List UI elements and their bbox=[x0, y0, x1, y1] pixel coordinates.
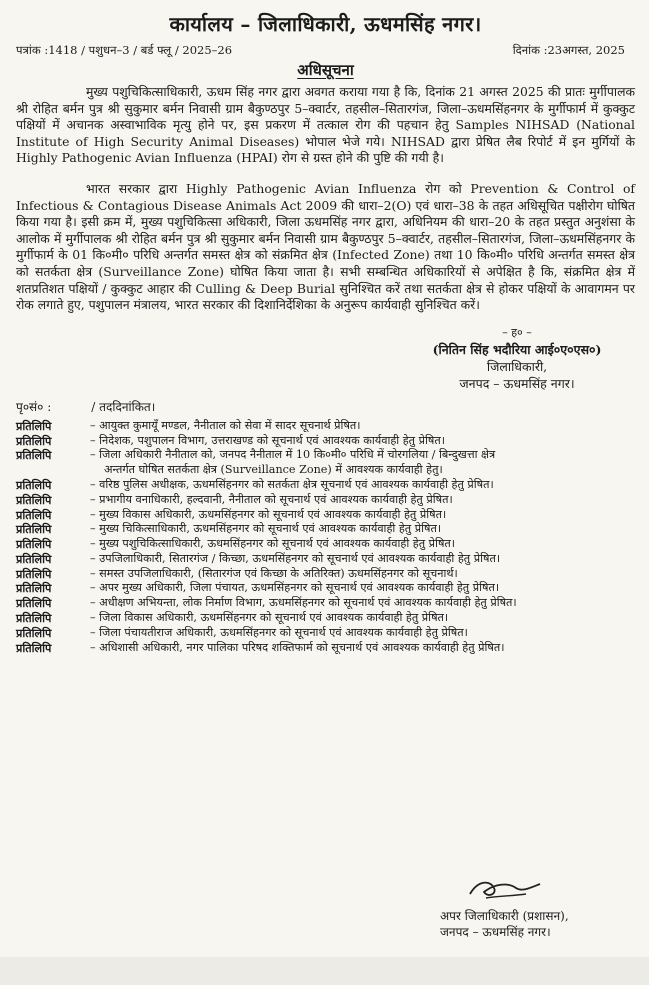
endorsement-label: पृ०सं० : bbox=[16, 399, 52, 414]
copy-text: – उपजिलाधिकारी, सितारगंज / किच्छा, ऊधमसिंहनगर को सूचनार्थ एवं आवश्यक कार्यवाही हेतु प्रेषित। bbox=[90, 551, 501, 565]
handwritten-signature-icon bbox=[464, 876, 620, 906]
copy-text: – आयुक्त कुमायूँ मण्डल, नैनीताल को सेवा में सादर सूचनार्थ प्रेषित। bbox=[90, 418, 361, 432]
additional-magistrate-signature bbox=[440, 876, 620, 940]
copy-label: प्रतिलिपि bbox=[16, 581, 52, 596]
reference-line bbox=[16, 43, 635, 58]
copy-item bbox=[16, 493, 635, 508]
copy-text-wrap bbox=[90, 419, 635, 434]
copy-text-wrap bbox=[90, 478, 635, 493]
copy-text: – वरिष्ठ पुलिस अधीक्षक, ऊधमसिंहनगर को सतर्कता क्षेत्र सूचनार्थ एवं आवश्यक कार्यवाही हेतु प्रेषित। bbox=[90, 477, 494, 491]
signatory-designation: जिलाधिकारी, bbox=[486, 358, 548, 374]
endorsement-suffix: / तददिनांकित। bbox=[91, 399, 156, 414]
copy-text-wrap bbox=[90, 641, 635, 656]
copy-text-wrap bbox=[90, 626, 635, 641]
copy-text: – अधीक्षण अभियन्ता, लोक निर्माण विभाग, ऊधमसिंहनगर को सूचनार्थ एवं आवश्यक कार्यवाही हेतु प्रेषित। bbox=[90, 596, 517, 610]
copy-label: प्रतिलिपि bbox=[16, 522, 52, 537]
signatory2-district: जनपद – ऊधमसिंह नगर। bbox=[440, 925, 551, 939]
notice-heading: अधिसूचना bbox=[297, 61, 354, 79]
copy-label: प्रतिलिपि bbox=[16, 507, 52, 522]
notice-heading-wrap bbox=[16, 60, 635, 80]
copy-item bbox=[16, 596, 635, 611]
bottom-margin bbox=[0, 957, 649, 985]
copy-text-wrap bbox=[90, 537, 635, 552]
signatory-district: जनपद – ऊधमसिंह नगर। bbox=[459, 375, 575, 391]
copy-text-continuation: अन्तर्गत घोषित सतर्कता क्षेत्र (Surveillance Zone) में आवश्यक कार्यवाही हेतु। bbox=[104, 463, 443, 477]
copy-label: प्रतिलिपि bbox=[16, 566, 52, 581]
copy-label: प्रतिलिपि bbox=[16, 492, 52, 507]
copy-text: – मुख्य विकास अधिकारी, ऊधमसिंहनगर को सूचनार्थ एवं आवश्यक कार्यवाही हेतु प्रेषित। bbox=[90, 507, 447, 521]
copy-text: – निदेशक, पशुपालन विभाग, उत्तराखण्ड को सूचनार्थ एवं आवश्यक कार्यवाही हेतु प्रेषित। bbox=[90, 433, 445, 447]
signed-mark: – ह० – bbox=[502, 325, 532, 339]
copy-text-wrap bbox=[90, 493, 635, 508]
copy-text: – प्रभागीय वनाधिकारी, हल्दवानी, नैनीताल को सूचनार्थ एवं आवश्यक कार्यवाही हेतु प्रेषित। bbox=[90, 492, 453, 506]
copy-label: प्रतिलिपि bbox=[16, 537, 52, 552]
copy-item bbox=[16, 552, 635, 567]
copy-label: प्रतिलिपि bbox=[16, 596, 52, 611]
copy-item bbox=[16, 434, 635, 449]
copy-text: – जिला विकास अधिकारी, ऊधमसिंहनगर को सूचनार्थ एवं आवश्यक कार्यवाही हेतु प्रेषित। bbox=[90, 611, 449, 625]
copy-text-wrap bbox=[90, 567, 635, 582]
copy-label: प्रतिलिपि bbox=[16, 448, 52, 463]
copy-text: – जिला पंचायतीराज अधिकारी, ऊधमसिंहनगर को सूचनार्थ एवं आवश्यक कार्यवाही हेतु प्रेषित। bbox=[90, 625, 468, 639]
copy-label: प्रतिलिपि bbox=[16, 433, 52, 448]
copy-text-wrap bbox=[90, 552, 635, 567]
copy-label: प्रतिलिपि bbox=[16, 625, 52, 640]
copy-text-wrap bbox=[90, 522, 635, 537]
copy-label: प्रतिलिपि bbox=[16, 640, 52, 655]
copy-text: – जिला अधिकारी नैनीताल को, जनपद नैनीताल में 10 कि०मी० परिधि में चोरगलिया / बिन्दुखत्ता क्षेत्र bbox=[90, 448, 496, 462]
copy-text: – मुख्य चिकित्साधिकारी, ऊधमसिंहनगर को सूचनार्थ एवं आवश्यक कार्यवाही हेतु प्रेषित। bbox=[90, 522, 442, 536]
copy-item bbox=[16, 522, 635, 537]
reference-number: पत्रांक :1418 / पशुधन–3 / बर्ड फ्लू / 2025–26 bbox=[16, 43, 233, 57]
endorsement-reference bbox=[16, 398, 635, 415]
copy-item bbox=[16, 581, 635, 596]
signatory2-designation: अपर जिलाधिकारी (प्रशासन), bbox=[440, 909, 569, 923]
copy-item bbox=[16, 626, 635, 641]
issue-date: दिनांक :23अगस्त, 2025 bbox=[512, 43, 625, 57]
copy-text-wrap bbox=[90, 448, 635, 478]
copy-item bbox=[16, 567, 635, 582]
copy-item bbox=[16, 611, 635, 626]
copy-label: प्रतिलिपि bbox=[16, 418, 52, 433]
body-paragraph-1: मुख्य पशुचिकित्साधिकारी, ऊधम सिंह नगर द्वारा अवगत कराया गया है कि, दिनांक 21 अगस्त 2025 की प्रातः मुर्गीपालक श्री रोहित बर्मन पुत्र श्री सुकुमार बर्मन निवासी ग्राम बैकुण्ठपुर 5–क्वार्टर, तहसील–सितारगंज, जिला–ऊधमसिंहनगर के मुर्गीफार्म में कुक्कुट पक्षियों में अचानक अस्वाभाविक मृत्यु होने पर, इस प्रकरण में तत्काल रोग की पहचान हेतु Samples NIHSAD (National Institute of High Security Animal Diseases) भोपाल भेजे गये। NIHSAD द्वारा प्रेषित लैब रिपोर्ट में इन मुर्गियों के Highly Pathogenic Avian Influenza (HPAI) रोग से ग्रस्त होने की पुष्टि की गयी है। bbox=[16, 84, 635, 166]
copy-text: – समस्त उपजिलाधिकारी, (सितारगंज एवं किच्छा के अतिरिक्त) ऊधमसिंहनगर को सूचनार्थ। bbox=[90, 566, 458, 580]
signatory-name: (नितिन सिंह भदौरिया आई०ए०एस०) bbox=[432, 341, 602, 357]
copy-text: – अपर मुख्य अधिकारी, जिला पंचायत, ऊधमसिंहनगर को सूचनार्थ एवं आवश्यक कार्यवाही हेतु प्रेषित। bbox=[90, 581, 500, 595]
copy-item bbox=[16, 448, 635, 478]
office-title: कार्यालय – जिलाधिकारी, ऊधमसिंह नगर। bbox=[169, 12, 482, 36]
copy-list bbox=[16, 419, 635, 656]
copy-label: प्रतिलिपि bbox=[16, 477, 52, 492]
copy-text-wrap bbox=[90, 508, 635, 523]
copy-item bbox=[16, 641, 635, 656]
copy-text: – मुख्य पशुचिकित्साधिकारी, ऊधमसिंहनगर को सूचनार्थ एवं आवश्यक कार्यवाही हेतु प्रेषित। bbox=[90, 537, 456, 551]
body-paragraph-2: भारत सरकार द्वारा Highly Pathogenic Avian Influenza रोग को Prevention & Control of Infectious & Contagious Disease Animals Act 2009 की धारा–2(O) एवं धारा–38 के तहत अधिसूचित पक्षीरोग घोषित किया गया है। इसी क्रम में, मुख्य पशुचिकित्सा अधिकारी, जिला ऊधमसिंह नगर द्वारा, अधिनियम की धारा–20 के तहत प्रस्तुत अनुशंसा के आलोक में मुर्गीपालक श्री रोहित बर्मन पुत्र श्री सुकुमार बर्मन निवासी ग्राम बैकुण्ठपुर 5–क्वार्टर, तहसील–सितारगंज, जिला–ऊधमसिंहनगर के मुर्गीफार्म के 01 कि०मी० परिधि अन्तर्गत समस्त क्षेत्र को संक्रमित क्षेत्र (Infected Zone) तथा 10 कि०मी० परिधि अन्तर्गत समस्त क्षेत्र को सतर्कता क्षेत्र (Surveillance Zone) घोषित किया जाता है। सभी सम्बन्धित अधिकारियों से अपेक्षित है कि, संक्रमित क्षेत्र में शतप्रतिशत पक्षियों / कुक्कुट आहार की Culling & Deep Burial सुनिश्चित करें तथा सतर्कता क्षेत्र से होकर पक्षियों के आवागमन पर रोक लगाते हुए, पशुपालन मंत्रालय, भारत सरकार की दिशानिर्देशिका के अनुरूप कार्यवाही सुनिश्चित करें। bbox=[16, 180, 635, 313]
copy-label: प्रतिलिपि bbox=[16, 611, 52, 626]
copy-label: प्रतिलिपि bbox=[16, 551, 52, 566]
copy-text: – अधिशासी अधिकारी, नगर पालिका परिषद शक्तिफार्म को सूचनार्थ एवं आवश्यक कार्यवाही हेतु प्रेषित। bbox=[90, 640, 505, 654]
copy-text-wrap bbox=[90, 611, 635, 626]
copy-text-wrap bbox=[90, 434, 635, 449]
copy-text-wrap bbox=[90, 596, 635, 611]
copy-item bbox=[16, 478, 635, 493]
copy-text-wrap bbox=[90, 581, 635, 596]
copy-item bbox=[16, 508, 635, 523]
district-magistrate-signature bbox=[407, 324, 627, 392]
copy-item bbox=[16, 419, 635, 434]
copy-item bbox=[16, 537, 635, 552]
